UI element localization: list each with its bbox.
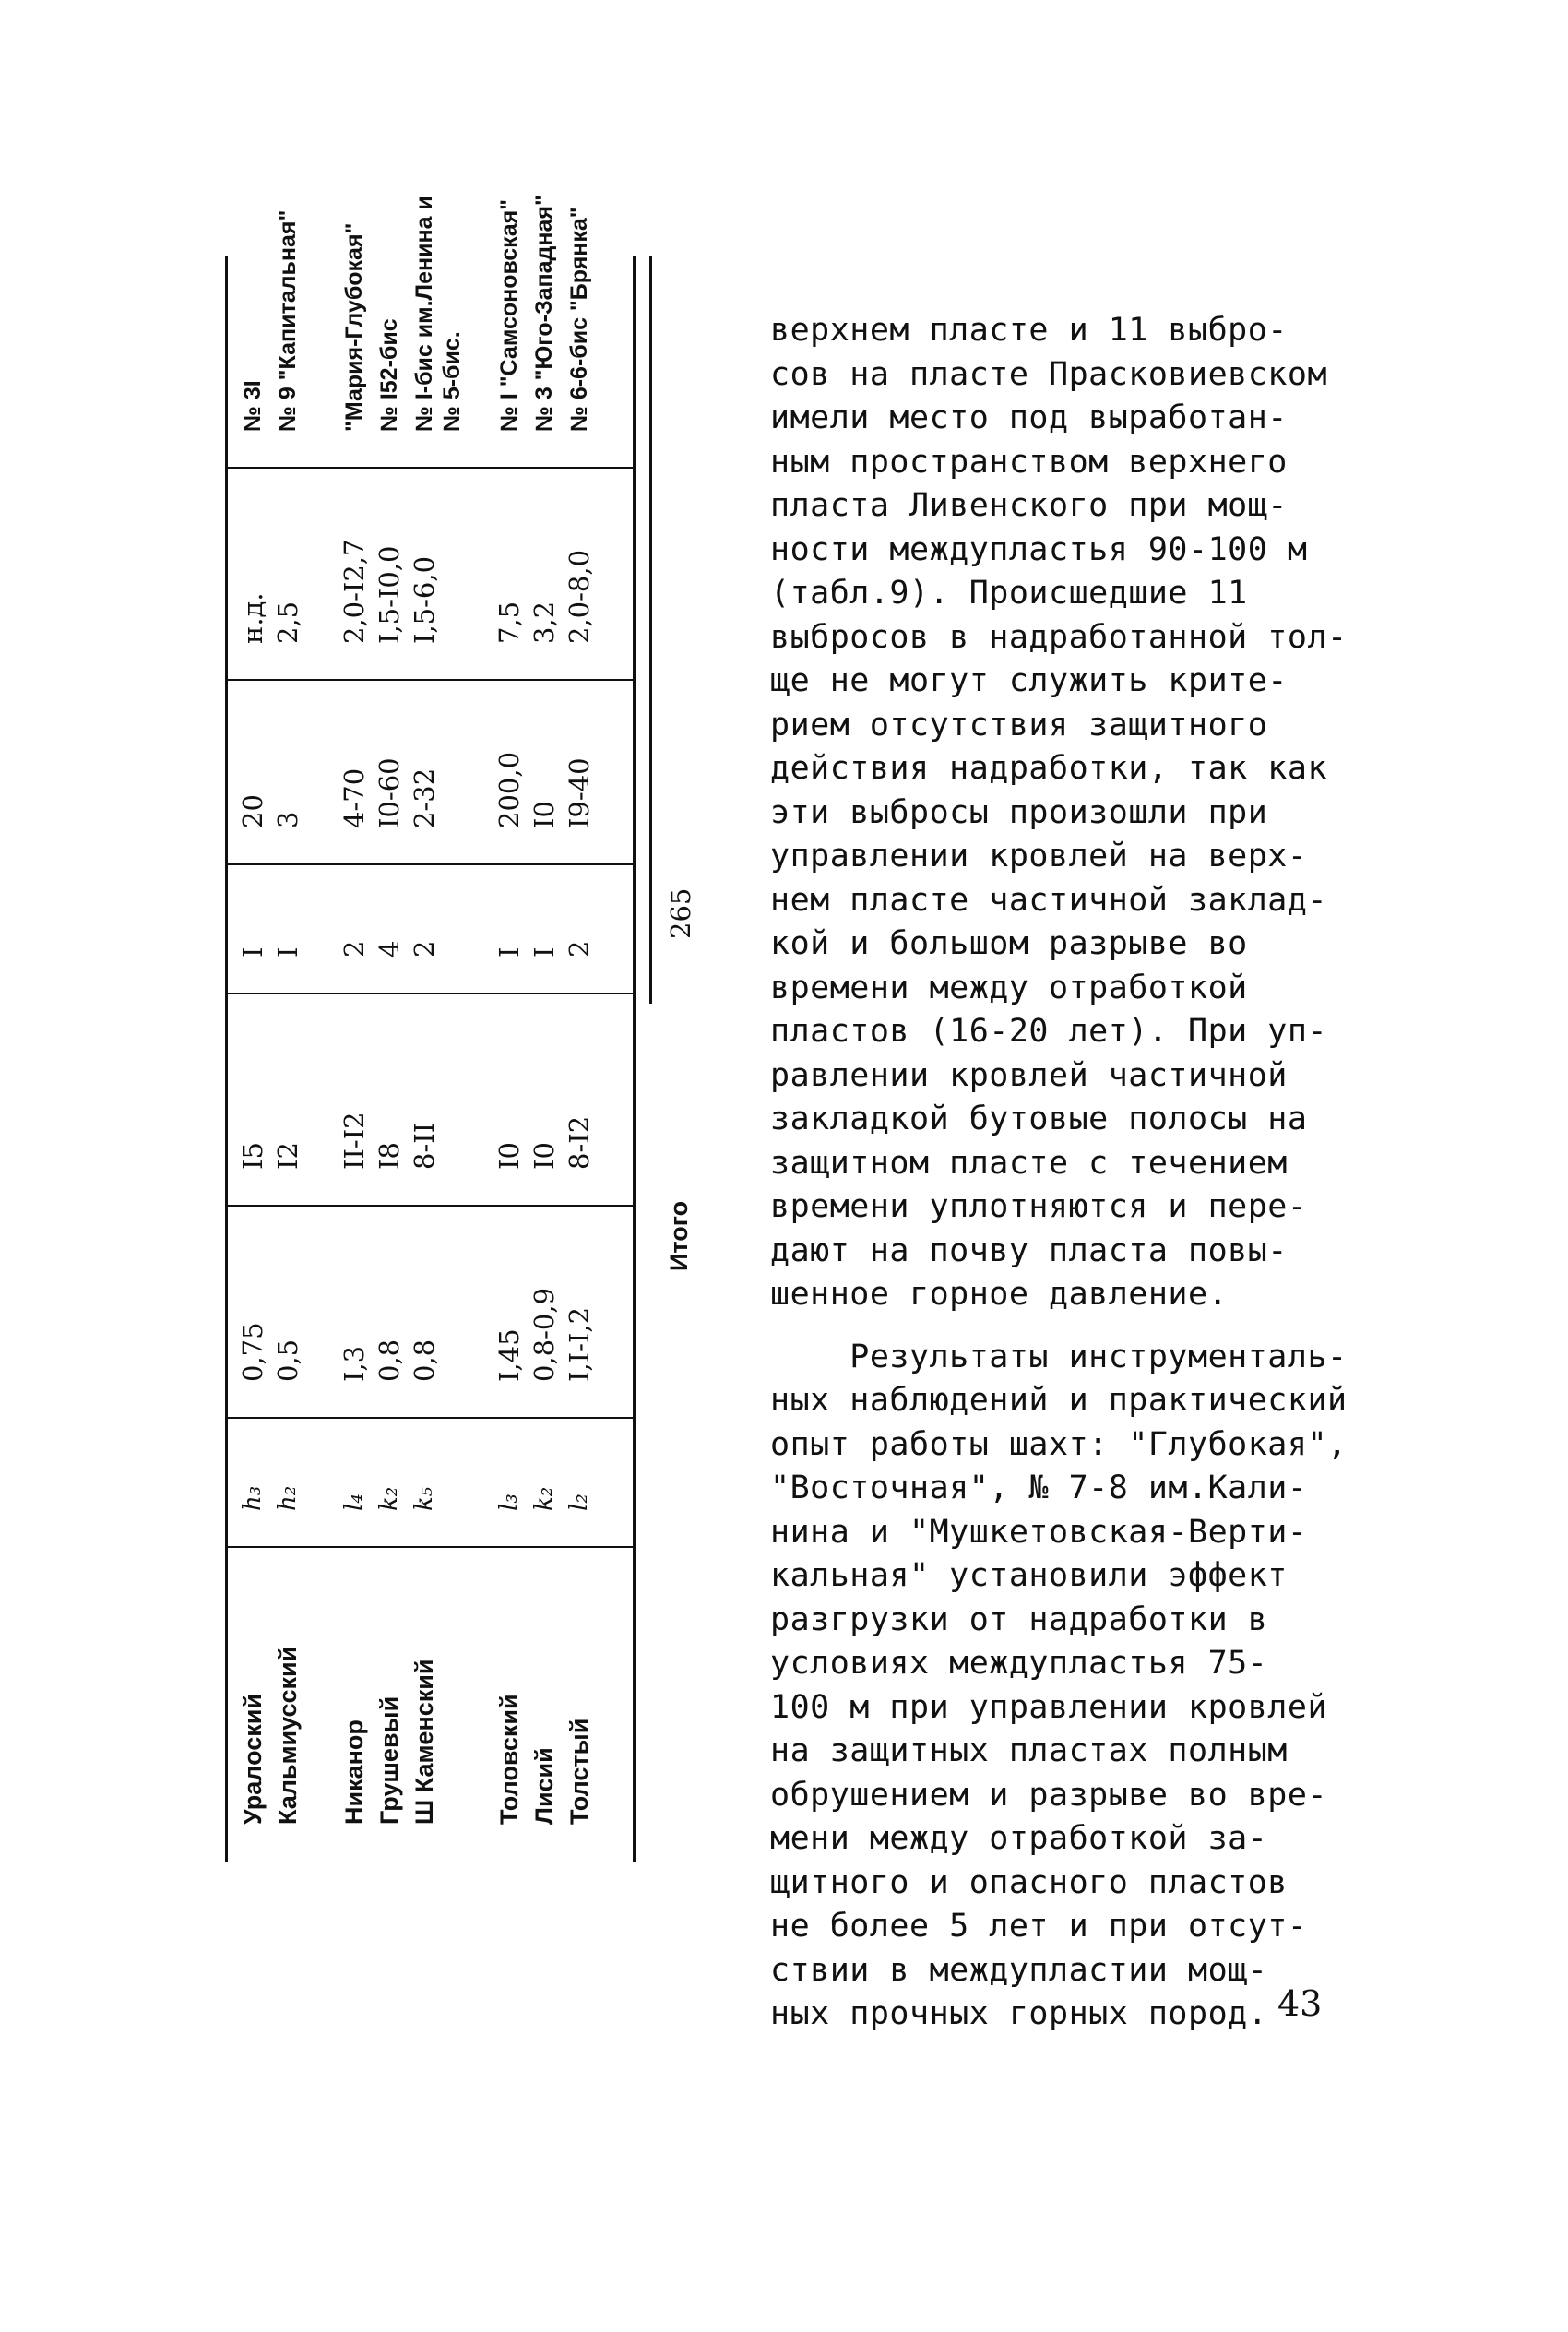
mine: № 9 "Капитальная": [275, 209, 301, 432]
mine: № I "Самсоновская": [496, 198, 522, 432]
count: I: [493, 946, 525, 958]
mine: № 3 "Юго-Западная": [531, 195, 557, 432]
range: I,5-6,0: [409, 555, 440, 644]
text-line: разгрузки от надработки в: [770, 1600, 1268, 1638]
text-line: рием отсутствия защитного: [770, 706, 1268, 744]
text-line: пласта Ливенского при мощ-: [770, 487, 1288, 524]
mine: № 3I: [240, 380, 266, 432]
paragraph-2: [770, 1336, 1499, 2037]
total-label: Итого: [665, 1200, 693, 1271]
table-row: [269, 209, 306, 1862]
thickness: I,I-I,2: [564, 1306, 595, 1382]
thickness: 0,5: [272, 1339, 303, 1382]
table-row: [526, 195, 563, 1862]
count: I: [529, 946, 560, 958]
text-line: не более 5 лет и при отсут-: [770, 1908, 1308, 1945]
thickness: 0,75: [237, 1322, 268, 1382]
count: 2: [564, 940, 595, 958]
distance: I0: [493, 1142, 525, 1170]
body-text: [770, 309, 1499, 2037]
mine: № 5-бис.: [439, 331, 465, 432]
thickness: 0,8: [409, 1339, 440, 1382]
count: 4: [374, 940, 405, 958]
text-line: времени уплотняются и пере-: [770, 1188, 1308, 1225]
mine: № 6-6-бис "Брянка": [566, 207, 592, 432]
text-line: времени между отработкой: [770, 969, 1248, 1006]
text-line: имели место под выработан-: [770, 399, 1288, 436]
thickness: I,3: [339, 1345, 370, 1382]
seam-index: k₂: [375, 1486, 403, 1511]
text-line: щитного и опасного пластов: [770, 1863, 1288, 1901]
time: 3: [272, 811, 303, 828]
distance: 8-I2: [564, 1115, 595, 1170]
thickness: 0,8-0,9: [529, 1287, 560, 1382]
range: 3,2: [529, 601, 560, 644]
time: 2-32: [409, 767, 440, 828]
range: 2,5: [272, 601, 303, 644]
text-line: кальная" установили эффект: [770, 1557, 1288, 1594]
seam-index: h₂: [274, 1485, 302, 1511]
text-line: действия надработки, так как: [770, 750, 1328, 787]
seam-name: Ш Каменский: [410, 1659, 438, 1825]
range: 2,0-I2,7: [339, 539, 370, 644]
distance: I2: [272, 1142, 303, 1170]
table-row: [371, 256, 408, 1862]
text-line: защитном пласте с течением: [770, 1144, 1288, 1182]
text-line: дают на почву пласта повы-: [770, 1231, 1288, 1269]
text-line: эти выбросы произошли при: [770, 793, 1268, 831]
time: 4-70: [339, 767, 370, 828]
text-line: верхнем пласте и 11 выбро-: [770, 312, 1288, 349]
text-line: нем пласте частичной заклад-: [770, 881, 1328, 919]
time: I0: [529, 801, 560, 828]
distance: I8: [374, 1142, 405, 1170]
seam-index: h₃: [239, 1485, 267, 1511]
text-line: шенное горное давление.: [770, 1276, 1229, 1313]
seam-index: l₃: [495, 1493, 523, 1511]
text-line: управлении кровлей на верх-: [770, 838, 1308, 874]
rotated-data-table: [225, 195, 705, 1862]
distance: I5: [237, 1142, 268, 1170]
page-number: 43: [1277, 1983, 1323, 2024]
count: 2: [409, 940, 440, 958]
range: н.д.: [237, 592, 268, 644]
seam-name: Лисий: [530, 1747, 558, 1825]
range: I,5-I0,0: [374, 545, 405, 644]
table-row: [434, 256, 470, 1862]
distance: II-I2: [339, 1112, 370, 1170]
seam-index: k₅: [410, 1486, 438, 1511]
table-row: [234, 256, 271, 1862]
seam-name: Уралоский: [239, 1694, 267, 1825]
text-line: ще не могут служить крите-: [770, 662, 1288, 699]
text-line: нина и "Мушкетовская-Верти-: [770, 1513, 1308, 1551]
total-value: 265: [665, 887, 696, 939]
text-line: ствии в междупластии мощ-: [770, 1951, 1268, 1989]
thickness: I,45: [493, 1328, 525, 1382]
mine: № I-бис им.Ленина и: [411, 196, 437, 432]
text-line: ности междупластья 90-100 м: [770, 530, 1308, 568]
seam-name: Никанор: [340, 1719, 368, 1825]
seam-name: Кальмиусский: [274, 1646, 302, 1825]
time: I0-60: [374, 757, 405, 828]
seam-name: Толовский: [495, 1694, 523, 1825]
seam-name: Толстый: [565, 1718, 593, 1825]
mine: № I52-бис: [376, 318, 402, 432]
time: I9-40: [564, 757, 595, 828]
text-line: (табл.9). Происшедшие 11: [770, 575, 1248, 612]
thickness: 0,8: [374, 1339, 405, 1382]
seam-index: k₂: [530, 1486, 558, 1511]
text-line: Результаты инструменталь-: [770, 1338, 1348, 1375]
text-line: 100 м при управлении кровлей: [770, 1688, 1328, 1726]
text-line: условиях междупластья 75-: [770, 1645, 1268, 1682]
text-line: сов на пласте Прасковиевском: [770, 355, 1328, 393]
total-rule: [649, 256, 652, 1004]
table-row: [491, 198, 528, 1862]
count: I: [272, 946, 303, 958]
text-line: на защитных пластах полным: [770, 1732, 1288, 1769]
paragraph-1: [770, 309, 1499, 1317]
time: 200,0: [493, 751, 525, 828]
seam-index: l₄: [340, 1493, 368, 1511]
count: I: [237, 946, 268, 958]
distance: I0: [529, 1142, 560, 1170]
text-line: ных наблюдений и практический: [770, 1382, 1348, 1419]
range: 2,0-8,0: [564, 549, 595, 644]
range: 7,5: [493, 601, 525, 644]
text-line: "Восточная", № 7-8 им.Кали-: [770, 1469, 1308, 1506]
text-line: мени между отработкой за-: [770, 1820, 1268, 1857]
text-line: равлении кровлей частичной: [770, 1056, 1288, 1094]
text-line: ным пространством верхнего: [770, 443, 1288, 481]
seam-name: Грушевый: [375, 1695, 403, 1825]
text-line: закладкой бутовые полосы на: [770, 1101, 1308, 1137]
text-line: опыт работы шахт: "Глубокая",: [770, 1425, 1348, 1463]
text-line: кой и большом разрыве во: [770, 925, 1248, 962]
seam-index: l₂: [565, 1493, 593, 1511]
mine: "Мария-Глубокая": [341, 222, 367, 432]
count: 2: [339, 940, 370, 958]
time: 20: [237, 794, 268, 828]
table-bottom-rule: [633, 256, 636, 1862]
text-line: пластов (16-20 лет). При уп-: [770, 1013, 1328, 1050]
text-line: обрушением и разрыве во вре-: [770, 1776, 1328, 1814]
text-line: выбросов в надработанной тол-: [770, 618, 1348, 656]
table-top-rule: [225, 256, 228, 1862]
distance: 8-II: [409, 1122, 440, 1170]
text-line: ных прочных горных пород.: [770, 1995, 1268, 2032]
table-row: [561, 207, 598, 1862]
table-row: [336, 222, 373, 1862]
